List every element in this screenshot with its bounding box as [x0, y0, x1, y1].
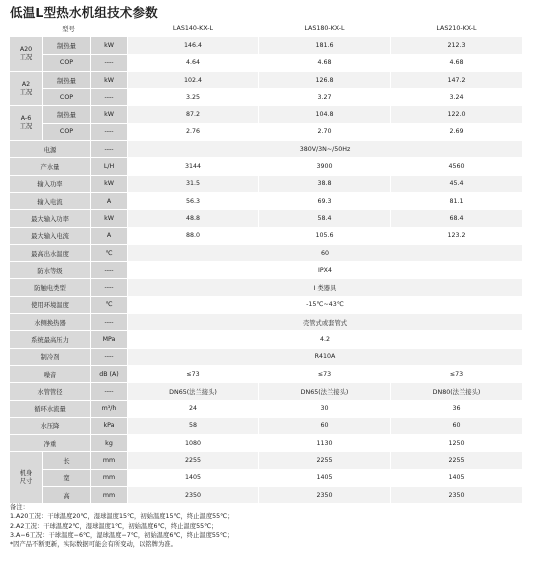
unit-label: MPa: [91, 331, 128, 348]
table-row: [10, 176, 523, 193]
value-cell: 4.2: [128, 331, 523, 348]
value-cell: 2.76: [128, 124, 259, 141]
value-cell: DN65(法兰接头): [259, 383, 391, 400]
value-cell: 68.4: [391, 210, 523, 227]
table-row: [10, 435, 523, 452]
value-cell: 60: [128, 245, 523, 262]
unit-label: mm: [91, 470, 128, 487]
table-row: [10, 314, 523, 331]
value-cell: 2255: [128, 452, 259, 469]
value-cell: 212.3: [391, 37, 523, 54]
value-cell: DN80(法兰接头): [391, 383, 523, 400]
unit-label: L/H: [91, 158, 128, 175]
unit-label: A: [91, 193, 128, 210]
param-label: 最大输入功率: [10, 210, 91, 227]
table-row: [10, 470, 523, 487]
value-cell: 58: [128, 418, 259, 435]
value-cell: 30: [259, 401, 391, 418]
value-cell: 4.68: [259, 55, 391, 72]
value-cell: 123.2: [391, 228, 523, 245]
table-row: [10, 141, 523, 158]
value-cell: 3144: [128, 158, 259, 175]
param-label: COP: [43, 124, 91, 141]
value-cell: 48.8: [128, 210, 259, 227]
value-cell: 88.0: [128, 228, 259, 245]
value-cell: 2.70: [259, 124, 391, 141]
value-cell: 56.3: [128, 193, 259, 210]
param-label: 噪音: [10, 366, 91, 383]
table-row: [10, 193, 523, 210]
value-cell: 87.2: [128, 106, 259, 123]
table-row: [10, 72, 523, 89]
value-cell: 181.6: [259, 37, 391, 54]
value-cell: 壳管式或套管式: [128, 314, 523, 331]
value-cell: 147.2: [391, 72, 523, 89]
param-label: 防触电类型: [10, 279, 91, 296]
value-cell: 3.27: [259, 89, 391, 106]
value-cell: 2255: [259, 452, 391, 469]
condition-label: A2 工况: [10, 72, 43, 107]
table-row: [10, 245, 523, 262]
table-row: [10, 124, 523, 141]
value-cell: 3900: [259, 158, 391, 175]
table-row: [10, 106, 523, 123]
unit-label: A: [91, 228, 128, 245]
param-label: 使用环境温度: [10, 297, 91, 314]
param-label: 产水量: [10, 158, 91, 175]
table-row: [10, 210, 523, 227]
unit-label: ----: [91, 141, 128, 158]
param-label: 系统最高压力: [10, 331, 91, 348]
table-header-row: [10, 20, 523, 37]
unit-label: mm: [91, 487, 128, 504]
table-row: [10, 487, 523, 504]
value-cell: ≤73: [391, 366, 523, 383]
note-line: 1.A20工况：干球温度20℃，湿球温度15℃，初始温度15℃，终止温度55℃；: [10, 513, 234, 521]
param-label: 水压降: [10, 418, 91, 435]
value-cell: 36: [391, 401, 523, 418]
table-row: [10, 37, 523, 54]
value-cell: 105.6: [259, 228, 391, 245]
notes: [10, 503, 234, 549]
unit-label: kW: [91, 106, 128, 123]
note-line: 3.A−6工况：干球温度−6℃，湿球温度−7℃，初始温度6℃，终止温度55℃；: [10, 531, 234, 539]
notes-heading: 备注：: [10, 504, 29, 511]
unit-label: mm: [91, 452, 128, 469]
param-label: COP: [43, 89, 91, 106]
table-row: [10, 452, 523, 469]
param-label: 输入功率: [10, 176, 91, 193]
param-label: 水侧换热器: [10, 314, 91, 331]
value-cell: 380V/3N~/50Hz: [128, 141, 523, 158]
condition-label: A20 工况: [10, 37, 43, 72]
value-cell: 122.0: [391, 106, 523, 123]
param-label: 防水等级: [10, 262, 91, 279]
param-label: 水管管径: [10, 383, 91, 400]
param-label: 长: [43, 452, 91, 469]
unit-label: ----: [91, 279, 128, 296]
value-cell: 104.8: [259, 106, 391, 123]
unit-label: ℃: [91, 245, 128, 262]
param-label: 高: [43, 487, 91, 504]
model-name: LAS140-KX-L: [128, 20, 259, 37]
param-label: 电源: [10, 141, 91, 158]
unit-label: kg: [91, 435, 128, 452]
param-label: 输入电流: [10, 193, 91, 210]
value-cell: 126.8: [259, 72, 391, 89]
header-label: 型号: [10, 20, 128, 37]
value-cell: 60: [391, 418, 523, 435]
unit-label: kPa: [91, 418, 128, 435]
value-cell: 60: [259, 418, 391, 435]
value-cell: 2350: [391, 487, 523, 504]
value-cell: 2255: [391, 452, 523, 469]
value-cell: 69.3: [259, 193, 391, 210]
value-cell: ≤73: [128, 366, 259, 383]
value-cell: 2.69: [391, 124, 523, 141]
unit-label: ℃: [91, 297, 128, 314]
unit-label: ----: [91, 262, 128, 279]
param-label: 制热量: [43, 37, 91, 54]
value-cell: 4.64: [128, 55, 259, 72]
value-cell: 4.68: [391, 55, 523, 72]
value-cell: 81.1: [391, 193, 523, 210]
unit-label: ----: [91, 124, 128, 141]
table-row: [10, 383, 523, 400]
unit-label: ----: [91, 349, 128, 366]
value-cell: 1405: [259, 470, 391, 487]
value-cell: ≤73: [259, 366, 391, 383]
note-line: *因产品不断更新，实际数据可能会有所变动，以铭牌为准。: [10, 541, 177, 549]
value-cell: 1130: [259, 435, 391, 452]
table-row: [10, 349, 523, 366]
condition-label: A-6 工况: [10, 106, 43, 141]
model-name: LAS210-KX-L: [391, 20, 523, 37]
value-cell: 31.5: [128, 176, 259, 193]
note-line: 2.A2工况：干球温度2℃，湿球温度1℃，初始温度6℃，终止温度55℃；: [10, 522, 218, 530]
table-row: [10, 55, 523, 72]
unit-label: ----: [91, 55, 128, 72]
table-row: [10, 158, 523, 175]
value-cell: 2350: [259, 487, 391, 504]
unit-label: dB (A): [91, 366, 128, 383]
page-title: 低温L型热水机组技术参数: [10, 5, 158, 20]
param-label: 宽: [43, 470, 91, 487]
param-label: 制热量: [43, 106, 91, 123]
param-label: 净重: [10, 435, 91, 452]
value-cell: 24: [128, 401, 259, 418]
value-cell: -15℃~43℃: [128, 297, 523, 314]
param-label: 最高出水温度: [10, 245, 91, 262]
unit-label: ----: [91, 383, 128, 400]
value-cell: DN65(法兰接头): [128, 383, 259, 400]
table-row: [10, 262, 523, 279]
value-cell: 58.4: [259, 210, 391, 227]
param-label: 循环水流量: [10, 401, 91, 418]
param-label: 制热量: [43, 72, 91, 89]
table-row: [10, 401, 523, 418]
spec-table: [10, 20, 523, 504]
table-row: [10, 297, 523, 314]
table-row: [10, 279, 523, 296]
table-row: [10, 331, 523, 348]
dimension-group-label: 机身 尺寸: [10, 452, 43, 504]
unit-label: ----: [91, 314, 128, 331]
value-cell: 146.4: [128, 37, 259, 54]
value-cell: 102.4: [128, 72, 259, 89]
value-cell: 1080: [128, 435, 259, 452]
table-row: [10, 228, 523, 245]
value-cell: 1405: [128, 470, 259, 487]
param-label: COP: [43, 55, 91, 72]
value-cell: IPX4: [128, 262, 523, 279]
unit-label: ----: [91, 89, 128, 106]
unit-label: kW: [91, 210, 128, 227]
value-cell: 2350: [128, 487, 259, 504]
param-label: 最大输入电流: [10, 228, 91, 245]
value-cell: R410A: [128, 349, 523, 366]
table-row: [10, 89, 523, 106]
value-cell: 1405: [391, 470, 523, 487]
value-cell: 3.25: [128, 89, 259, 106]
value-cell: I 类器具: [128, 279, 523, 296]
value-cell: 1250: [391, 435, 523, 452]
value-cell: 3.24: [391, 89, 523, 106]
table-row: [10, 418, 523, 435]
unit-label: m³/h: [91, 401, 128, 418]
unit-label: kW: [91, 72, 128, 89]
table-row: [10, 366, 523, 383]
value-cell: 38.8: [259, 176, 391, 193]
param-label: 制冷剂: [10, 349, 91, 366]
value-cell: 45.4: [391, 176, 523, 193]
unit-label: kW: [91, 176, 128, 193]
value-cell: 4560: [391, 158, 523, 175]
unit-label: kW: [91, 37, 128, 54]
model-name: LAS180-KX-L: [259, 20, 391, 37]
